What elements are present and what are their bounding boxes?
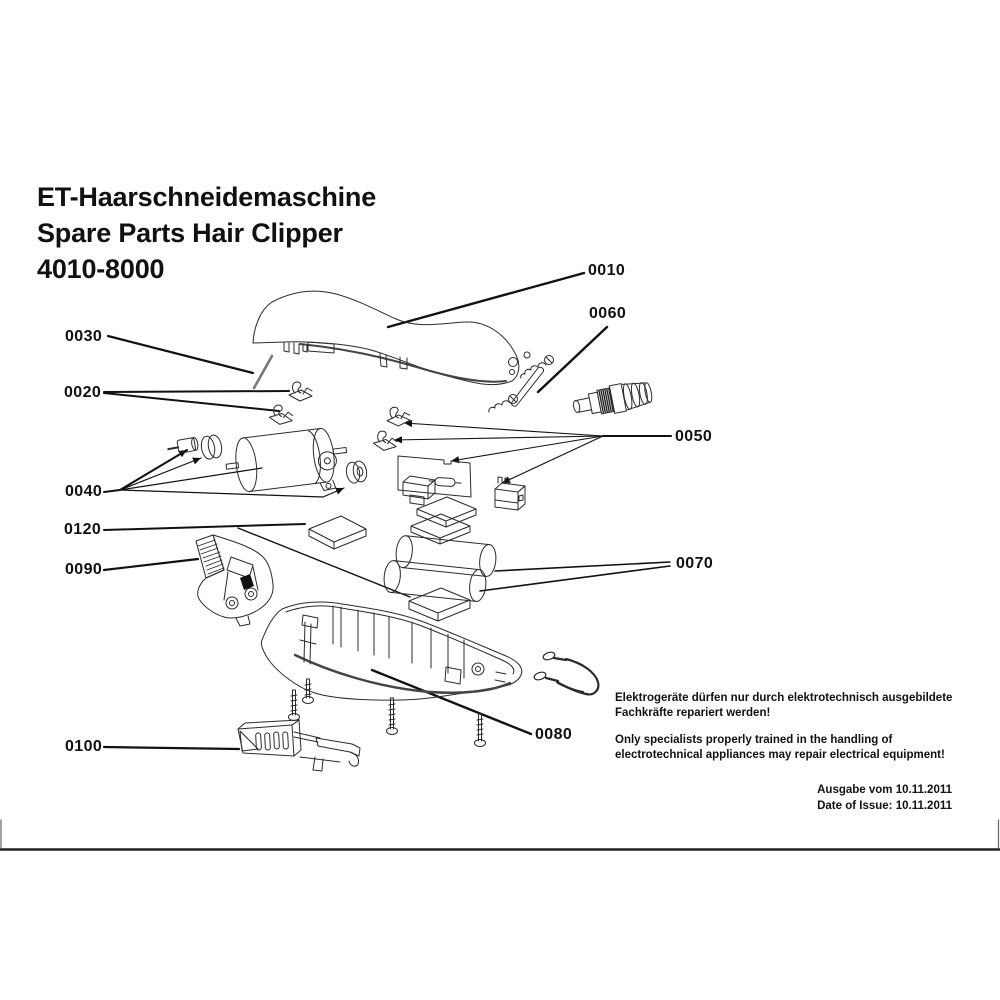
leader-0090 <box>104 559 198 570</box>
screw-drawing <box>475 714 486 747</box>
part-label-0080: 0080 <box>535 726 573 743</box>
latch-pin-drawing <box>254 356 272 388</box>
leader-0070 <box>480 562 670 591</box>
upper-housing-drawing <box>253 291 519 384</box>
housing-screws-drawing <box>289 679 486 747</box>
part-label-0060: 0060 <box>589 305 627 322</box>
warning-de-line2: Fachkräfte repariert werden! <box>615 707 771 719</box>
leader-0030 <box>108 336 253 373</box>
title-line-de: ET-Haarschneidemaschine <box>37 182 377 212</box>
part-label-0070: 0070 <box>676 555 714 572</box>
title-line-en: Spare Parts Hair Clipper <box>37 218 343 248</box>
batteries-drawing <box>383 535 498 602</box>
part-label-0100: 0100 <box>65 738 103 755</box>
page-title <box>37 179 376 287</box>
issue-date-de: Ausgabe vom 10.11.2011 <box>817 784 952 796</box>
screw-drawing <box>289 690 300 721</box>
part-label-0040: 0040 <box>65 483 103 500</box>
lower-housing-drawing <box>261 602 521 700</box>
screw-drawing <box>303 679 314 704</box>
page-border <box>0 820 1000 850</box>
blade-head-drawing <box>196 535 273 626</box>
part-label-0090: 0090 <box>65 561 103 578</box>
leader-0040 <box>104 450 344 497</box>
leader-0020a <box>104 391 289 392</box>
hanging-loop-drawing <box>533 651 598 695</box>
safety-warning <box>615 691 975 763</box>
warning-en-line2: electrotechnical appliances may repair electrical equipment! <box>615 749 945 761</box>
warning-en-line1: Only specialists properly trained in the handling of <box>615 734 893 746</box>
leader-0010 <box>388 273 584 327</box>
leader-lines <box>104 273 671 749</box>
leader-0080 <box>372 670 531 734</box>
leader-0100 <box>104 747 239 749</box>
part-label-0020: 0020 <box>64 384 102 401</box>
attachment-comb-drawing <box>238 720 360 771</box>
warning-de-line1: Elektrogeräte dürfen nur durch elektrotechnisch ausgebildete <box>615 692 953 704</box>
part-label-0050: 0050 <box>675 428 713 445</box>
issue-date <box>817 783 952 814</box>
part-label-0010: 0010 <box>588 262 626 279</box>
leader-0020b <box>104 393 279 411</box>
leader-0050 <box>394 423 671 483</box>
part-label-0120: 0120 <box>64 521 102 538</box>
part-label-0030: 0030 <box>65 328 103 345</box>
pcb-and-switch-drawing <box>373 406 525 510</box>
cord-connector-drawing <box>571 378 654 421</box>
issue-date-en: Date of Issue: 10.11.2011 <box>817 799 952 812</box>
title-model-number: 4010-8000 <box>37 254 165 284</box>
contact-clips-0020-drawing <box>269 382 312 426</box>
screw-drawing <box>387 698 398 735</box>
